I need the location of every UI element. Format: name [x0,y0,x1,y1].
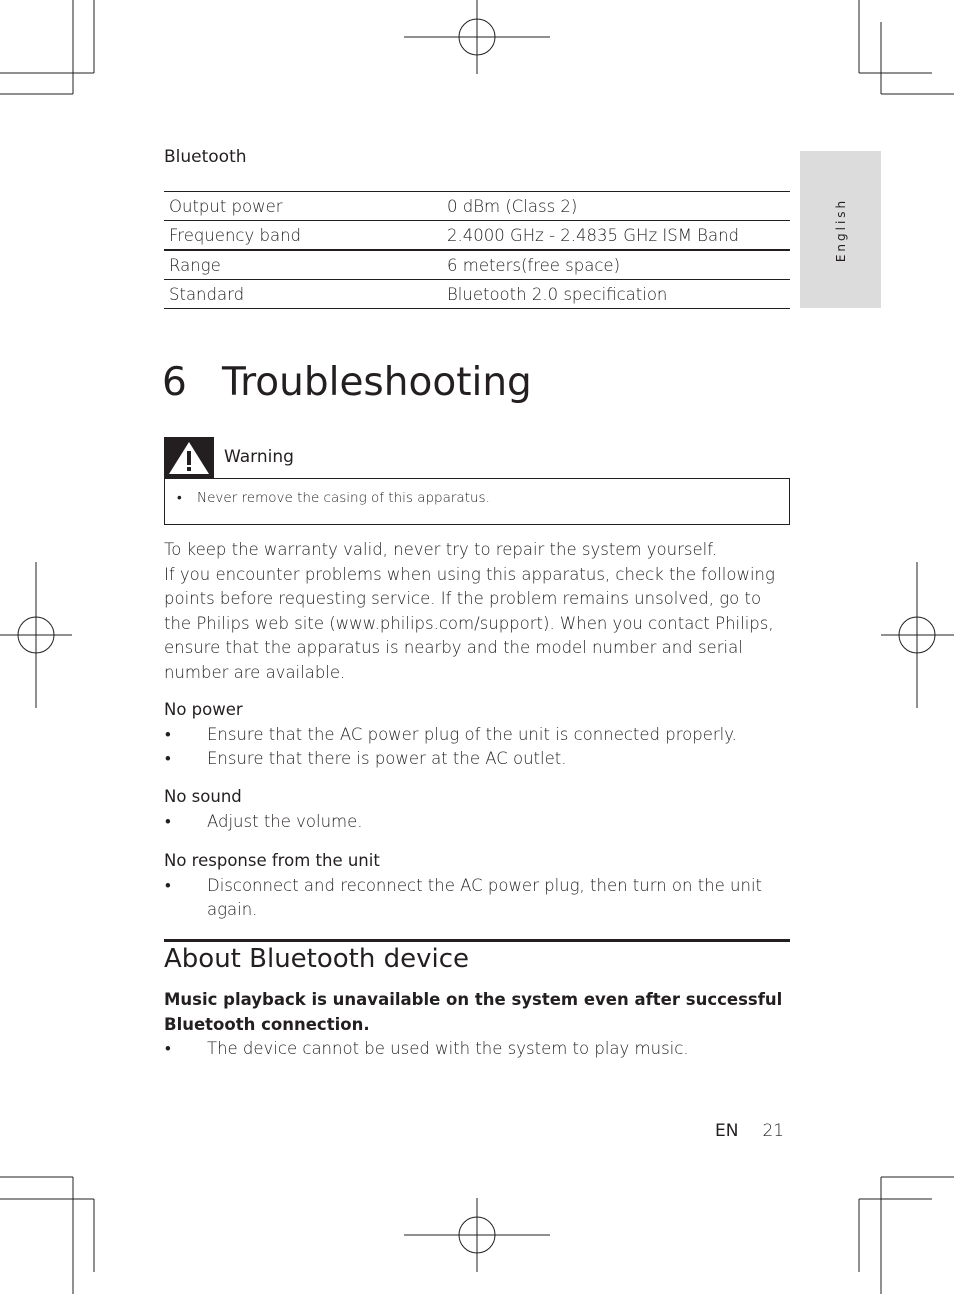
bullet-icon: • [165,1039,171,1058]
issue-no-power [164,698,792,772]
section-divider [164,939,790,942]
bullet-icon: • [177,490,182,506]
language-tab-label: English [833,197,848,262]
list-item [164,810,792,835]
spec-value: 2.4000 GHz - 2.4835 GHz ISM Band [442,221,790,251]
bullet-icon: • [165,749,171,768]
warning-header [164,437,790,479]
language-tab [800,151,881,308]
chapter-title-text: Troubleshooting [222,360,532,405]
spec-label: Range [164,250,442,280]
spec-value: Bluetooth 2.0 specification [442,280,790,309]
warning-box [164,478,790,525]
list-item-text: The device cannot be used with the system to play music. [207,1039,689,1058]
warning-text: Never remove the casing of this apparatus. [197,490,490,506]
issue-title: Music playback is unavailable on the system even after successful Bluetooth connection. [164,990,783,1034]
spec-label: Standard [164,280,442,309]
issue-title: No power [164,700,243,719]
list-item [164,874,792,923]
list-item-text: Adjust the volume. [207,811,363,831]
warning-label: Warning [224,447,294,467]
spec-value: 6 meters(free space) [442,250,790,280]
table-row [164,192,790,221]
issue-no-sound [164,785,792,834]
list-item [164,747,792,772]
table-row [164,280,790,309]
issue-title: No response from the unit [164,851,380,870]
issue-no-response [164,849,792,923]
bullet-icon: • [165,811,171,831]
page-number: 21 [762,1121,785,1141]
issue-title: No sound [164,787,242,806]
list-item [177,490,490,506]
intro-text [164,538,792,685]
footer-language: EN [715,1121,739,1141]
list-item [164,723,792,748]
bluetooth-issue [164,988,792,1062]
list-item-text: Ensure that there is power at the AC outlet. [207,749,567,768]
bullet-icon: • [165,724,171,744]
chapter-title [162,360,532,405]
list-item [164,1037,792,1062]
intro-paragraph: If you encounter problems when using this apparatus, check the following points before requesting service. If the problem remains unsolved, go to the Philips web site (www.philips.com/support). When you contact Philips, ensure that the apparatus is nearby and the model number and serial number are available. [164,564,775,682]
bluetooth-spec-heading: Bluetooth [164,147,247,167]
bullet-icon: • [165,875,171,895]
spec-label: Frequency band [164,221,442,251]
table-row [164,250,790,280]
intro-paragraph: To keep the warranty valid, never try to repair the system yourself. [164,540,718,559]
section-title: About Bluetooth device [164,944,470,974]
chapter-number: 6 [162,360,187,405]
warning-icon [164,437,214,479]
page-footer [715,1121,784,1141]
list-item-text: Ensure that the AC power plug of the unit is connected properly. [207,724,737,744]
bluetooth-spec-table [164,191,790,309]
table-row [164,221,790,251]
spec-value: 0 dBm (Class 2) [442,192,790,221]
list-item-text: Disconnect and reconnect the AC power plug, then turn on the unit again. [207,875,763,919]
spec-label: Output power [164,192,442,221]
